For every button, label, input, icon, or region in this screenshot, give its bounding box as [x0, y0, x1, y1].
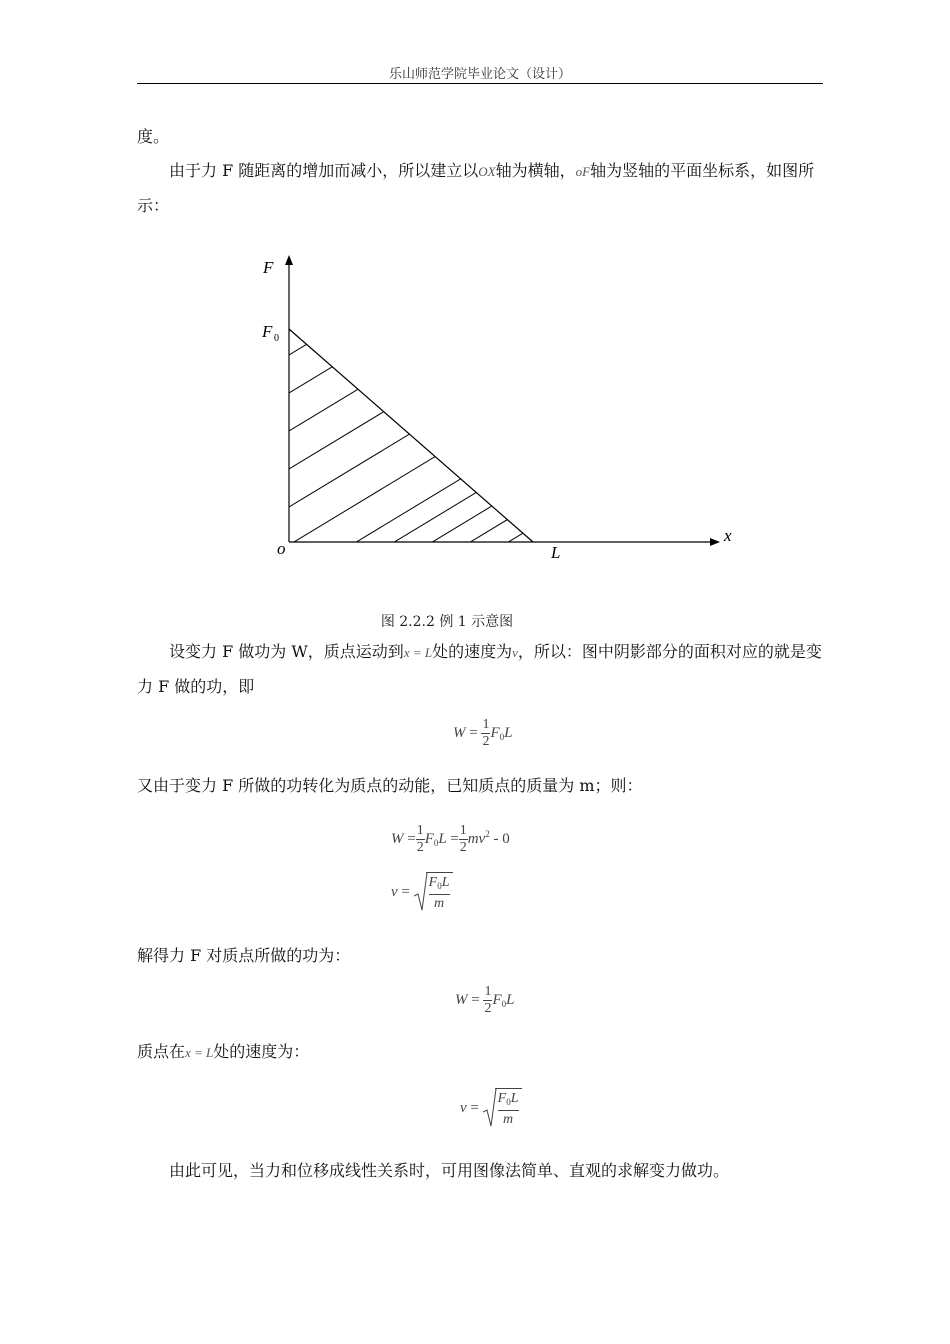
math-symbol: = — [470, 1099, 479, 1116]
math-symbol: = — [407, 830, 416, 847]
math-subscript: 0 — [499, 731, 505, 742]
text-run: ，所以：图中阴影部分的面积对应的就是变力 F 做的功，即 — [137, 642, 822, 696]
y-axis-arrow — [285, 255, 293, 265]
text-run: 由于力 F 随距离的增加而减小，所以建立以 — [169, 161, 479, 180]
square-root: $\frac{F_0L}{m}$ — [414, 872, 453, 913]
math-symbol: = — [450, 830, 459, 847]
math-symbol: F — [492, 991, 502, 1008]
math-symbol: = — [471, 991, 480, 1008]
origin-label: o — [277, 539, 286, 558]
math-symbol: = — [469, 724, 478, 741]
f0-subscript: 0 — [274, 333, 279, 344]
inline-math: x = L — [403, 645, 433, 660]
figure-caption: 图 2.2.2 例 1 示意图 — [380, 614, 514, 630]
square-root: $\frac{F_0L}{m}$ — [483, 1088, 522, 1129]
formula-work-1 — [453, 717, 512, 750]
math-symbol: F — [424, 830, 434, 847]
math-symbol: W — [391, 830, 404, 847]
text-run: 设变力 F 做功为 W，质点运动到 — [169, 642, 404, 661]
text-run: 轴为横轴， — [495, 161, 576, 180]
math-subscript: 0 — [501, 998, 507, 1009]
math-symbol: = — [401, 883, 410, 900]
math-symbol: L — [506, 991, 515, 1008]
math-symbol: F — [490, 724, 500, 741]
formula-kinetic-energy — [391, 823, 510, 856]
paragraph-5: 解得力 F 对质点所做的功为： — [137, 946, 351, 965]
text-run: 处的速度为： — [213, 1042, 310, 1061]
math-symbol: v — [391, 883, 398, 900]
math-symbol: L — [438, 830, 447, 847]
x-axis-label: x — [724, 526, 732, 545]
math-symbol: v — [478, 830, 486, 847]
math-superscript: 2 — [485, 828, 490, 839]
formula-velocity-1 — [391, 872, 453, 913]
l-label: L — [551, 543, 561, 562]
text-run: 质点在 — [137, 1042, 186, 1061]
axis-label-ox: OX — [478, 164, 496, 179]
fraction: $\frac{1}{2}$ — [484, 984, 492, 1016]
math-symbol: v — [460, 1099, 467, 1116]
paragraph-1: 度。 — [137, 127, 170, 146]
paragraph-7: 由此可见，当力和位移成线性关系时，可用图像法简单、直观的求解变力做功。 — [169, 1161, 730, 1180]
formula-velocity-2 — [460, 1088, 522, 1129]
math-symbol: - 0 — [493, 830, 510, 847]
y-axis-label: F — [263, 258, 274, 277]
fraction: $\frac{1}{2}$ — [482, 717, 490, 749]
inline-math: v — [512, 645, 518, 660]
math-symbol: m — [467, 830, 479, 847]
text-run: 轴为竖轴的平面坐标系，如图所示： — [137, 161, 815, 215]
axis-label-of: oF — [575, 164, 591, 179]
f0-label: F — [262, 322, 273, 341]
paragraph-6 — [137, 1035, 823, 1070]
math-symbol: W — [455, 991, 468, 1008]
page-header: 乐山师范学院毕业论文（设计） — [388, 67, 571, 82]
paragraph-4: 又由于变力 F 所做的功转化为质点的动能，已知质点的质量为 m；则： — [137, 776, 643, 795]
paragraph-3 — [137, 635, 823, 704]
inline-math: x = L — [185, 1045, 214, 1060]
formula-work-2 — [455, 984, 514, 1017]
math-subscript: 0 — [433, 837, 439, 848]
paragraph-2 — [137, 154, 823, 223]
fraction: $\frac{1}{2}$ — [459, 823, 467, 855]
x-axis-arrow — [710, 538, 720, 546]
math-symbol: L — [504, 724, 513, 741]
force-displacement-diagram — [240, 245, 760, 575]
fraction: $\frac{1}{2}$ — [416, 823, 424, 855]
header-rule — [137, 83, 823, 84]
shaded-area — [289, 245, 760, 564]
math-symbol: W — [453, 724, 466, 741]
text-run: 处的速度为 — [432, 642, 513, 661]
force-line — [289, 329, 533, 542]
